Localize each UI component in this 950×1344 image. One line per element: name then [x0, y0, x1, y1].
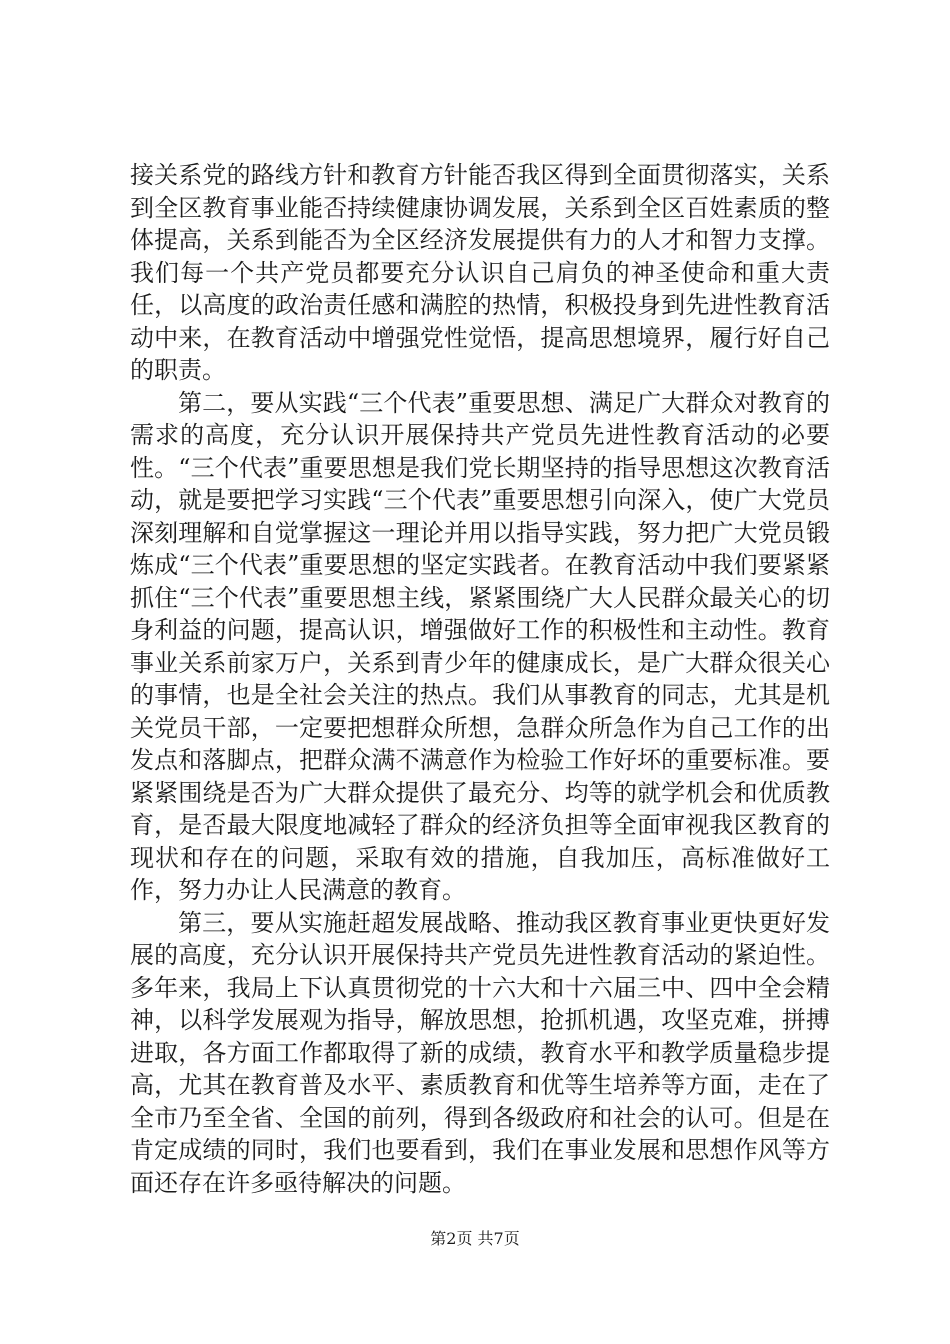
paragraph-1: 接关系党的路线方针和教育方针能否我区得到全面贯彻落实，关系到全区教育事业能否持续健康协调发展，关系到全区百姓素质的整体提高，关系到能否为全区经济发展提供有力的人才和智力支撑。我们每一个共产党员都要充分认识自己肩负的神圣使命和重大责任，以高度的政治责任感和满腔的热情，积极投身到先进性教育活动中来，在教育活动中增强党性觉悟，提高思想境界，履行好自己的职责。 — [130, 161, 830, 384]
body-text — [130, 159, 830, 1199]
paragraph-2: 第二，要从实践“三个代表”重要思想、满足广大群众对教育的需求的高度，充分认识开展保持共产党员先进性教育活动的必要性。“三个代表”重要思想是我们党长期坚持的指导思想这次教育活动，就是要把学习实践“三个代表”重要思想引向深入，使广大党员深刻理解和自觉掌握这一理论并用以指导实践，努力把广大党员锻炼成“三个代表”重要思想的坚定实践者。在教育活动中我们要紧紧抓住“三个代表”重要思想主线，紧紧围绕广大人民群众最关心的切身利益的问题，提高认识，增强做好工作的积极性和主动性。教育事业关系前家万户，关系到青少年的健康成长，是广大群众很关心的事情，也是全社会关注的热点。我们从事教育的同志，尤其是机关党员干部，一定要把想群众所想，急群众所急作为自己工作的出发点和落脚点，把群众满不满意作为检验工作好坏的重要标准。要紧紧围绕是否为广大群众提供了最充分、均等的就学机会和优质教育，是否最大限度地减轻了群众的经济负担等全面审视我区教育的现状和存在的问题，采取有效的措施，自我加压，高标准做好工作，努力办让人民满意的教育。 — [130, 388, 830, 904]
paragraph-3: 第三，要从实施赶超发展战略、推动我区教育事业更快更好发展的高度，充分认识开展保持共产党员先进性教育活动的紧迫性。多年来，我局上下认真贯彻党的十六大和十六届三中、四中全会精神，以科学发展观为指导，解放思想，抢抓机遇，攻坚克难，拼搏进取，各方面工作都取得了新的成绩，教育水平和教学质量稳步提高，尤其在教育普及水平、素质教育和优等生培养等方面，走在了全市乃至全省、全国的前列，得到各级政府和社会的认可。但是在肯定成绩的同时，我们也要看到，我们在事业发展和思想作风等方面还存在许多亟待解决的问题。 — [130, 908, 830, 1197]
page-footer: 第2页 共7页 — [430, 1229, 520, 1248]
